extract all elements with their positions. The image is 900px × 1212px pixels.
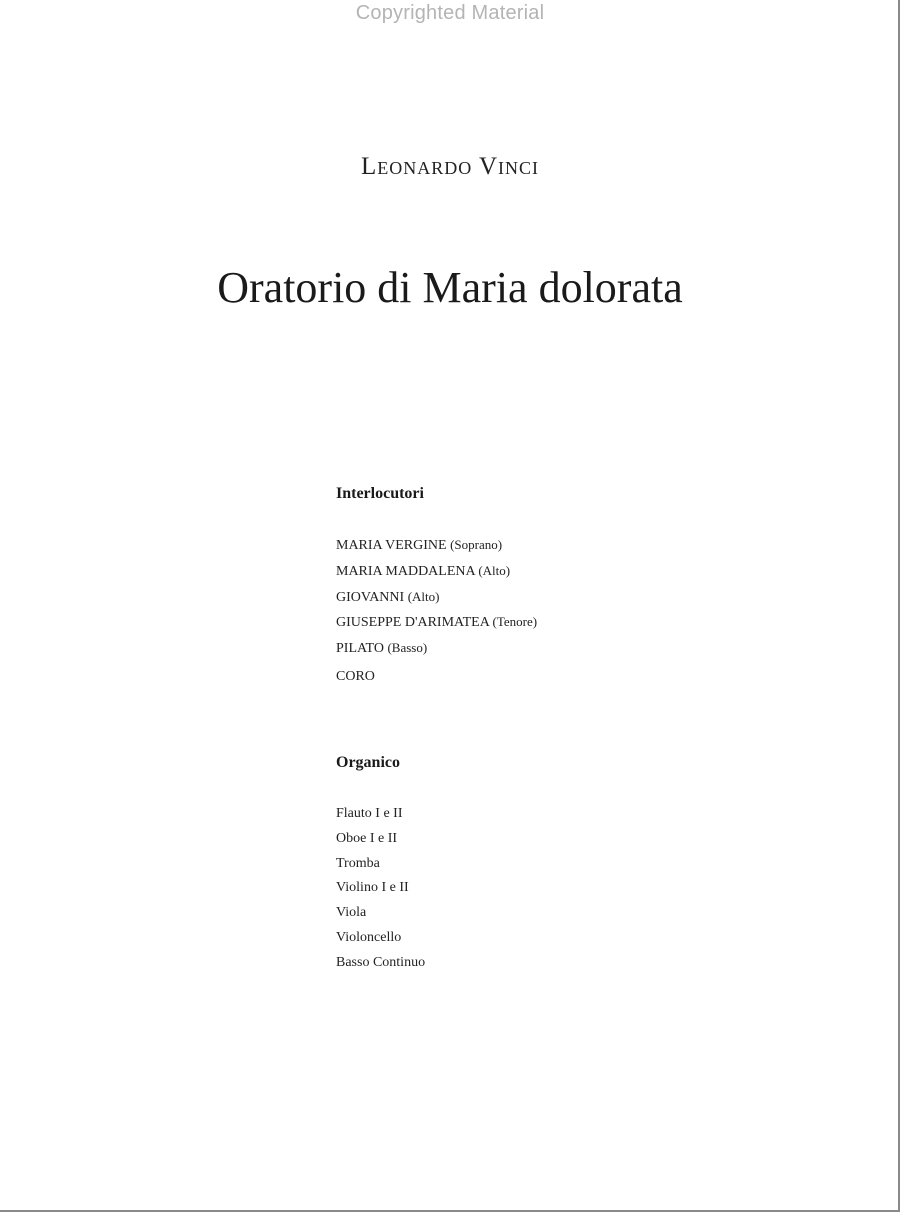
instrument-item: Tromba [336, 855, 380, 871]
instrument-item: Viola [336, 905, 367, 921]
character-name: MARIA MADDALENA [336, 563, 475, 579]
character-item [336, 585, 537, 611]
organico-section [336, 754, 425, 976]
work-title: Oratorio di Maria dolorata [217, 263, 683, 312]
character-voice: (Tenore) [492, 614, 538, 630]
composer-name: Leonardo Vinci [360, 153, 540, 180]
copyright-watermark: Copyrighted Material [355, 2, 545, 24]
instrument-item: Basso Continuo [336, 954, 426, 970]
character-voice: (Alto) [407, 588, 440, 604]
instrument-item: Flauto I e II [336, 806, 403, 821]
character-list [336, 533, 537, 662]
instrument-item: Oboe I e II [336, 830, 398, 846]
character-item [336, 533, 537, 559]
character-name: GIOVANNI [336, 589, 405, 605]
character-item [336, 636, 537, 662]
character-name: PILATO [336, 641, 384, 657]
character-item [336, 559, 537, 585]
interlocutori-section [336, 485, 537, 662]
instrument-item: Violino I e II [336, 880, 409, 896]
instrument-list [336, 802, 425, 976]
organico-heading: Organico [336, 754, 400, 771]
character-item [336, 610, 537, 636]
character-voice: (Basso) [387, 640, 428, 656]
interlocutori-heading: Interlocutori [336, 485, 424, 502]
character-name: GIUSEPPE D'ARIMATEA [336, 615, 490, 631]
coro-label: CORO [336, 669, 375, 684]
character-voice: (Soprano) [450, 537, 503, 552]
instrument-item: Violoncello [336, 929, 402, 945]
character-voice: (Alto) [478, 562, 511, 578]
character-name: MARIA VERGINE [336, 538, 447, 553]
